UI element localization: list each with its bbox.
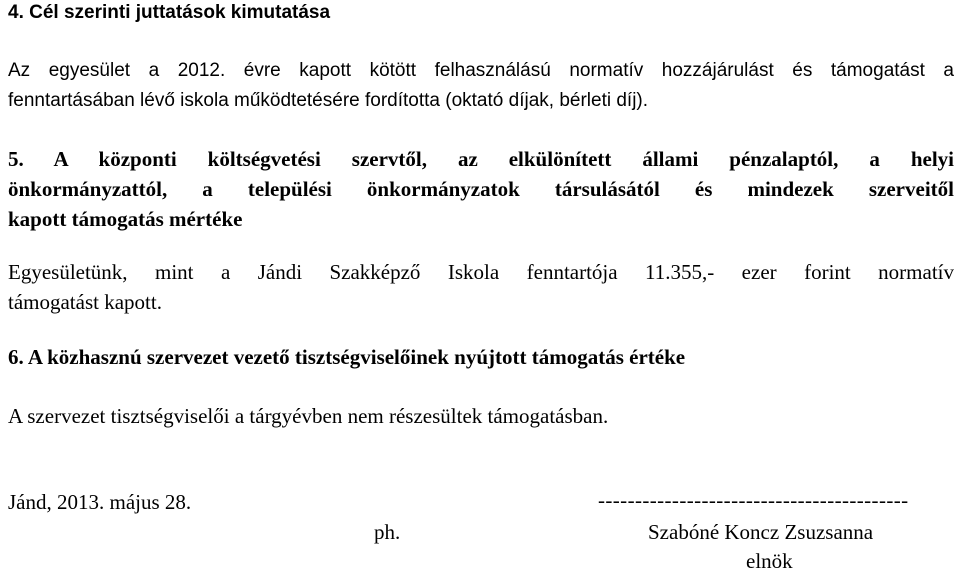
signer-name: Szabóné Koncz Zsuzsanna [648,520,874,544]
section-4-paragraph-line-1: Az egyesület a 2012. évre kapott kötött felhasználású normatív hozzájárulást és támogatást a [8,60,954,81]
stamp-label: ph. [374,520,401,544]
section-4-paragraph [8,56,954,116]
place-date: Jánd, 2013. május 28. [8,490,192,514]
section-5-paragraph [8,257,954,317]
section-4-paragraph-line-2: fenntartásában lévő iskola működtetésére fordította (oktató díjak, bérleti díj). [8,90,649,111]
section-5-heading-line-2: önkormányzattól, a települési önkormányzatok társulásától és mindezek szerveitől [8,177,954,201]
section-5-paragraph-line-2: támogatást kapott. [8,290,162,314]
section-5-heading-line-3: kapott támogatás mértéke [8,207,243,231]
section-5-heading-line-1: 5. A központi költségvetési szervtől, az elkülönített állami pénzalaptól, a helyi [8,147,954,171]
section-6-heading: 6. A közhasznú szervezet vezető tisztségviselőinek nyújtott támogatás értéke [8,345,686,369]
section-5-paragraph-line-1: Egyesületünk, mint a Jándi Szakképző Iskola fenntartója 11.355,- ezer forint normatív [8,260,954,284]
signer-title: elnök [746,549,793,573]
section-4-heading: 4. Cél szerinti juttatások kimutatása [8,2,331,23]
section-6-paragraph: A szervezet tisztségviselői a tárgyévben nem részesültek támogatásban. [8,404,609,428]
section-5-heading [8,144,954,234]
signature-line: ------------------------------------------ [598,488,909,512]
